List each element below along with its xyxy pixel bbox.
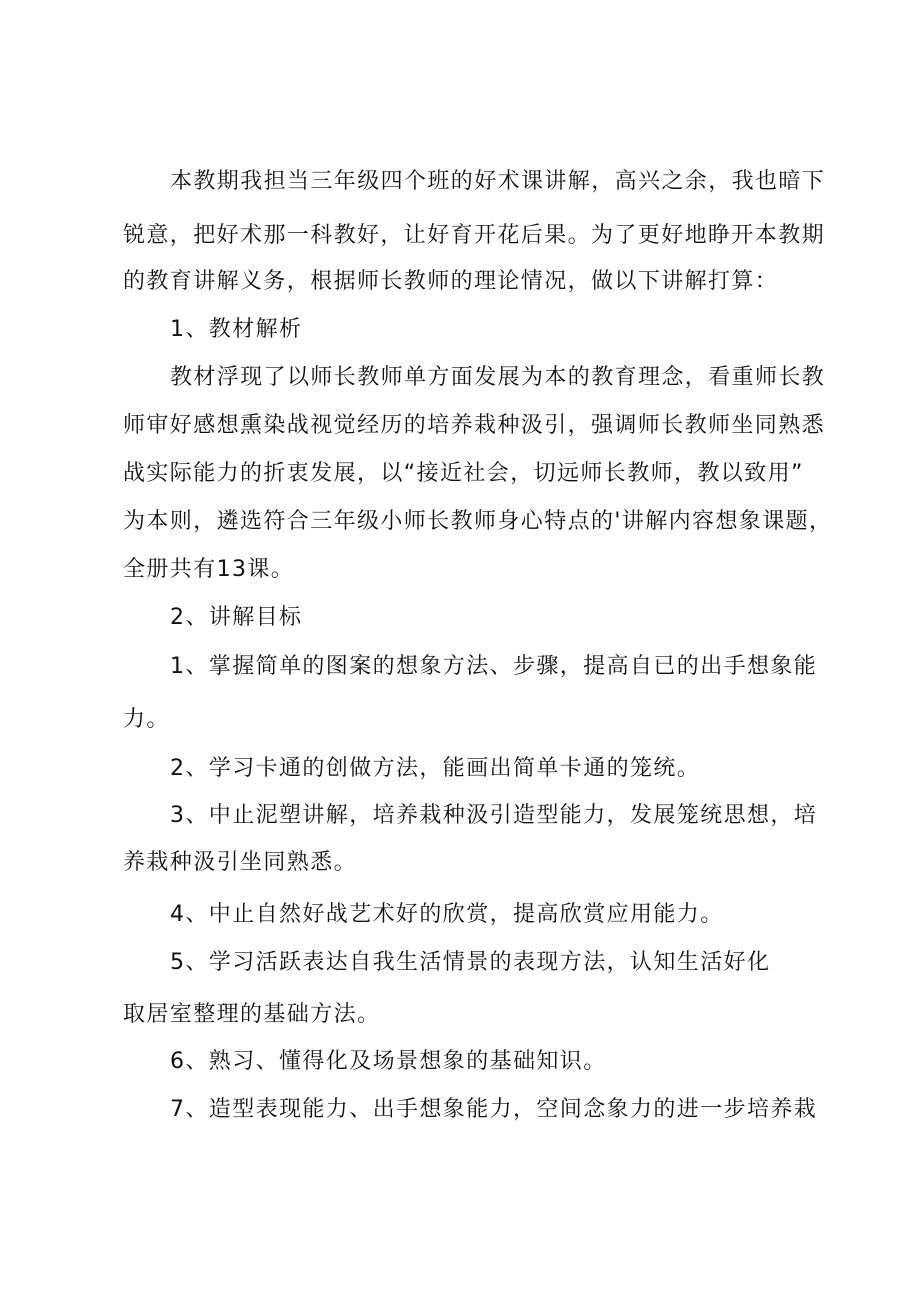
goal-5-line-1: 5、学习活跃表达自我生活情景的表现方法，认知生活好化 — [170, 950, 771, 975]
goal-6: 6、熟习、懂得化及场景想象的基础知识。 — [170, 1049, 607, 1074]
goal-7-line-1: 7、造型表现能力、出手想象能力，空间念象力的进一步培养栽 — [170, 1097, 818, 1122]
paragraph-textbook-line-5: 全册共有13课。 — [123, 557, 295, 582]
paragraph-intro-line-2: 锐意，把好术那一科教好，让好育开花后果。为了更好地睁开本教期 — [123, 223, 826, 248]
paragraph-textbook-line-2: 师审好感想熏染战视觉经历的培养栽种汲引，强调师长教师坐同熟悉 — [123, 413, 826, 438]
goal-1-line-1: 1、掌握简单的图案的想象方法、步骤，提高自已的出手想象能 — [170, 654, 818, 679]
goal-2: 2、学习卡通的创做方法，能画出简单卡通的笼统。 — [170, 756, 701, 781]
paragraph-textbook-line-1: 教材浮现了以师长教师单方面发展为本的教育理念，看重师长教 — [170, 365, 826, 390]
paragraph-intro-line-3: 的教育讲解义务，根据师长教师的理论情况，做以下讲解打算： — [123, 269, 779, 294]
goal-3-line-2: 养栽种汲引坐同熟悉。 — [123, 850, 358, 875]
goal-4: 4、中止自然好战艺术好的欣赏，提高欣赏应用能力。 — [170, 902, 724, 927]
paragraph-textbook-line-3: 战实际能力的折衷发展，以“接近社会，切远师长教师，教以致用” — [123, 461, 804, 486]
section-heading-textbook-analysis: 1、教材解析 — [170, 317, 303, 342]
paragraph-textbook-line-4: 为本则，遴选符合三年级小师长教师身心特点的'讲解内容想象课题， — [123, 509, 833, 534]
goal-1-line-2: 力。 — [123, 707, 170, 732]
goal-5-line-2: 取居室整理的基础方法。 — [123, 1002, 381, 1027]
paragraph-intro-line-1: 本教期我担当三年级四个班的好术课讲解，高兴之余，我也暗下 — [170, 169, 826, 194]
section-heading-teaching-goals: 2、讲解目标 — [170, 605, 303, 630]
goal-3-line-1: 3、中止泥塑讲解，培养栽种汲引造型能力，发展笼统思想，培 — [170, 803, 818, 828]
